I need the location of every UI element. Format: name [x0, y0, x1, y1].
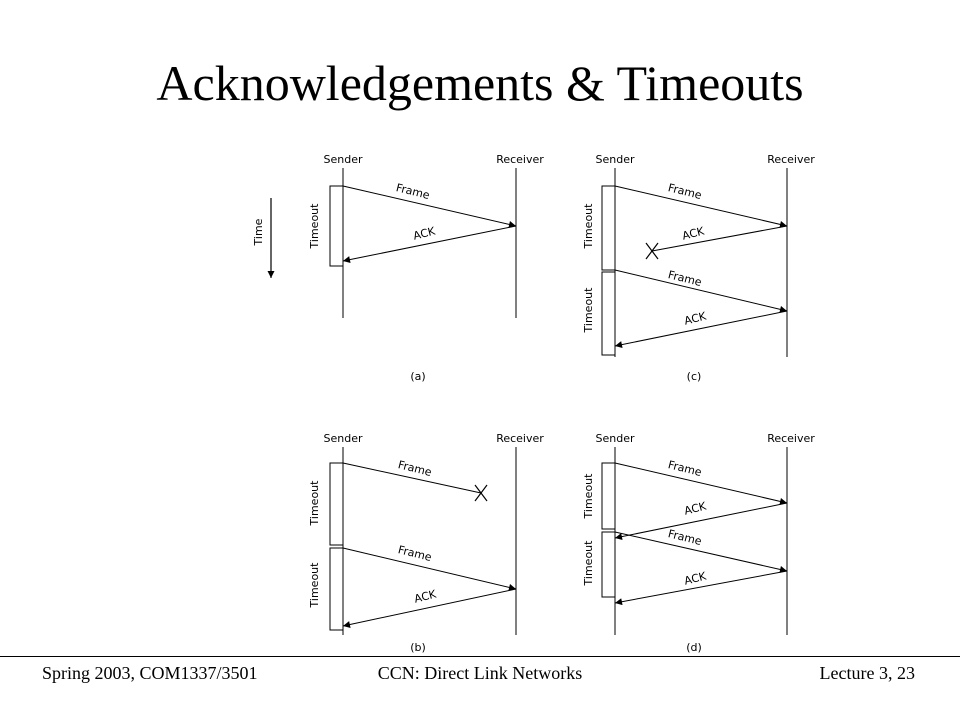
time-label: Time — [252, 218, 265, 246]
timeout-label: Timeout — [582, 540, 595, 586]
timeout-label: Timeout — [582, 203, 595, 249]
panel-label: (d) — [686, 641, 702, 654]
ack-label: ACK — [411, 224, 437, 243]
sender-label: Sender — [323, 432, 363, 445]
footer-course: Spring 2003, COM1337/3501 — [42, 663, 258, 683]
frame-label: Frame — [394, 181, 432, 203]
timeout-bracket — [602, 186, 615, 270]
timeout-bracket — [602, 272, 615, 355]
timeout-bracket — [602, 532, 615, 597]
ack-label: ACK — [682, 569, 708, 588]
sender-label: Sender — [323, 153, 363, 166]
timeout-label: Timeout — [582, 287, 595, 333]
footer-topic: CCN: Direct Link Networks — [377, 663, 583, 683]
frame-label: Frame — [666, 181, 704, 203]
timeout-label: Timeout — [582, 473, 595, 519]
timeout-label: Timeout — [308, 562, 321, 608]
ack-label: ACK — [682, 309, 708, 328]
timeout-label: Timeout — [308, 203, 321, 249]
timeout-bracket — [330, 548, 343, 630]
ack-label: ACK — [412, 587, 438, 606]
sender-label: Sender — [595, 432, 635, 445]
slide-title: Acknowledgements & Timeouts — [156, 55, 804, 111]
panel-label: (c) — [686, 370, 702, 383]
timeout-bracket — [330, 186, 343, 266]
ack-label: ACK — [682, 499, 708, 518]
receiver-label: Receiver — [496, 432, 544, 445]
frame-label: Frame — [666, 458, 704, 480]
sender-label: Sender — [595, 153, 635, 166]
footer-divider — [0, 656, 960, 657]
receiver-label: Receiver — [767, 432, 815, 445]
ack-label: ACK — [680, 224, 706, 243]
timeout-bracket — [330, 463, 343, 545]
ack-arrow — [652, 226, 787, 251]
receiver-label: Receiver — [767, 153, 815, 166]
panel-label: (b) — [410, 641, 426, 654]
receiver-label: Receiver — [496, 153, 544, 166]
frame-label: Frame — [666, 527, 704, 549]
frame-label: Frame — [396, 543, 434, 565]
footer-lecture: Lecture 3, 23 — [819, 663, 915, 683]
frame-label: Frame — [396, 458, 434, 480]
timeout-label: Timeout — [308, 480, 321, 526]
frame-label: Frame — [666, 268, 704, 290]
timeout-bracket — [602, 463, 615, 529]
panel-label: (a) — [410, 370, 426, 383]
